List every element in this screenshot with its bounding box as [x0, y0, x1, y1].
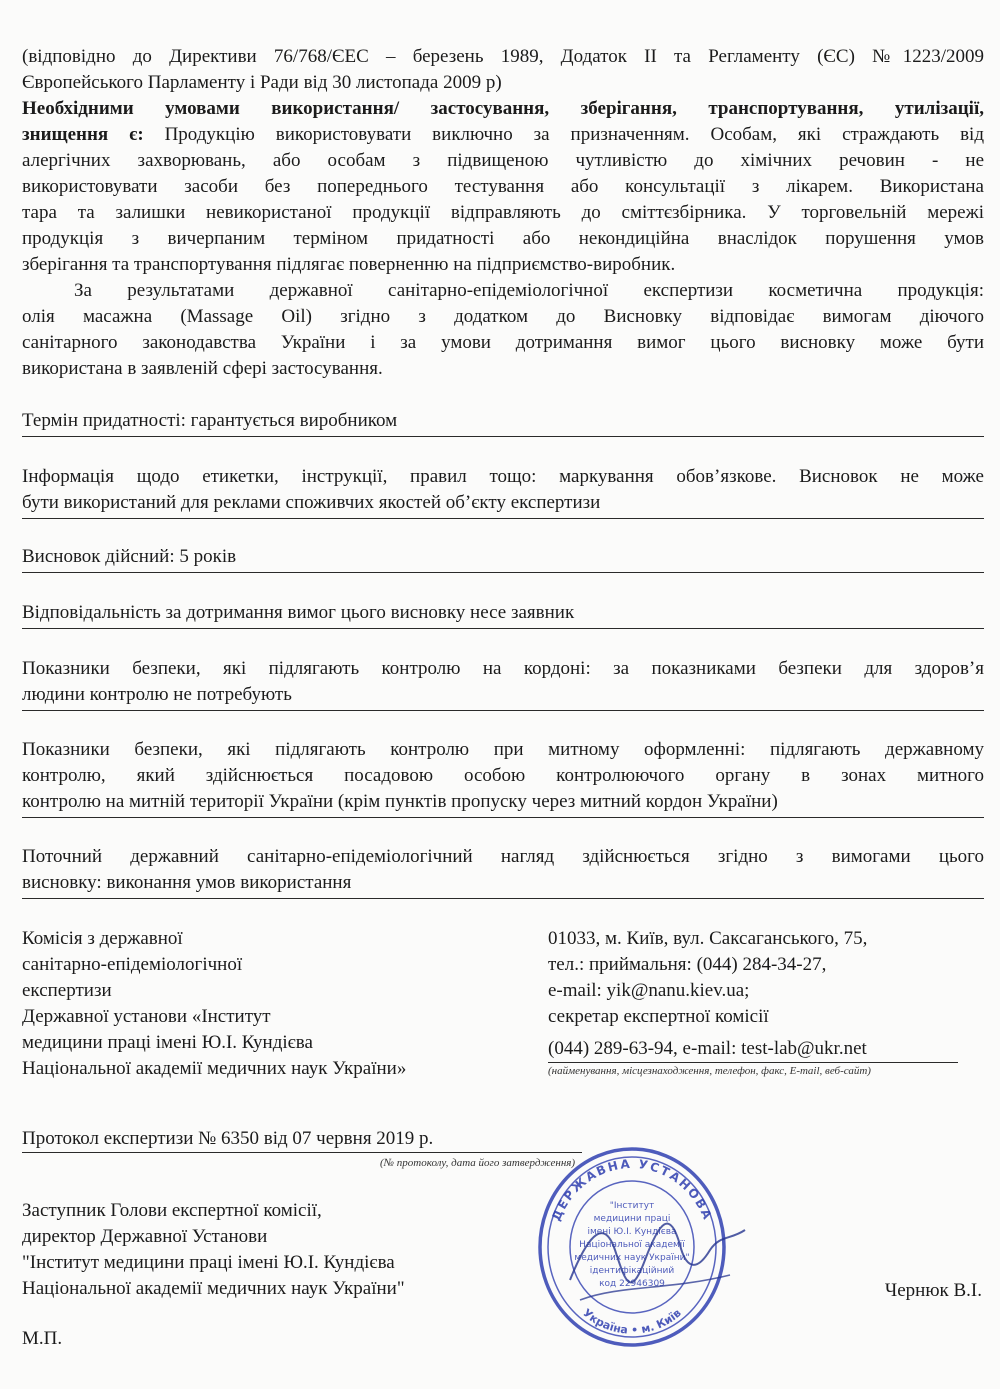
contact-phone: тел.: приймальня: (044) 284-34-27,: [548, 954, 827, 975]
customs-line-1: Показники безпеки, які підлягають контролю при митному оформленні: підлягають державному: [22, 739, 984, 760]
signatory-title: [22, 1198, 542, 1302]
responsibility-text: Відповідальність за дотримання вимог цього висновку несе заявник: [22, 602, 575, 623]
contact-address: 01033, м. Київ, вул. Саксаганського, 75,: [548, 928, 868, 949]
commission-name: [22, 926, 502, 1082]
contact-secretary: секретар експертної комісії: [548, 1006, 769, 1027]
conditions-line-2: [22, 122, 984, 148]
customs-line-2: контролю, який здійснюється посадовою особою контролюючого органу в зонах митного: [22, 765, 984, 786]
seal-ring-text: ДЕРЖАВНА УСТАНОВА: [548, 1156, 716, 1223]
supervision-line-1: Поточний державний санітарно-епідеміологічний нагляд здійснюється згідно з вимогами цього: [22, 846, 984, 867]
customs-line-3: контролю на митній території України (крім пунктів пропуску через митний кордон України): [22, 791, 778, 812]
commission-line: Національної академії медичних наук України»: [22, 1058, 407, 1079]
directive-line-1: (відповідно до Директиви 76/768/ЄЕС – березень 1989, Додаток II та Регламенту (ЄС) №1223/2009: [22, 46, 984, 67]
signatory-line: Заступник Голови експертної комісії,: [22, 1200, 322, 1221]
contact-secretary-details: [548, 1036, 958, 1063]
shelf-life-text: Термін придатності: гарантується виробником: [22, 410, 398, 431]
conditions-line-7: зберігання та транспортування підлягає поверненню на підприємство-виробник.: [22, 254, 676, 275]
protocol-caption: (№ протоколу, дата його затвердження): [380, 1157, 576, 1169]
seal-inner-line: медичних наук України": [574, 1253, 690, 1263]
conditions-line-2-text: Продукцію використовувати виключно за призначенням. Особам, які страждають від: [143, 124, 985, 145]
conditions-line-6: продукція з вичерпаним терміном придатності або некондиційна внаслідок порушення умов: [22, 228, 984, 249]
supervision-field: [22, 844, 984, 899]
protocol-text: Протокол експертизи № 6350 від 07 червня 2019 р.: [22, 1128, 434, 1149]
border-control-field: [22, 656, 984, 711]
contacts-caption: (найменування, місцезнаходження, телефон, факс, E-mail, веб-сайт): [548, 1065, 871, 1077]
supervision-line-2: висновку: виконання умов використання: [22, 872, 352, 893]
signatory-line: Національної академії медичних наук України": [22, 1278, 405, 1299]
conditions-line-5: тара та залишки невикористаної продукції відправляють до сміттєзбірника. У торговельній мережі: [22, 202, 984, 223]
validity-text: Висновок дійсний: 5 років: [22, 546, 237, 567]
seal-inner-line: "Інститут: [609, 1201, 655, 1211]
seal-inner-line: Національної академії: [579, 1240, 685, 1250]
secretary-contact-text: (044) 289-63-94, e-mail: test-lab@ukr.net: [548, 1038, 867, 1059]
responsibility-field: [22, 600, 984, 629]
conditions-heading-end: знищення є:: [22, 124, 144, 145]
commission-line: Комісія з державної: [22, 928, 183, 949]
label-info-field: [22, 464, 984, 519]
signatory-line: директор Державної Установи: [22, 1226, 268, 1247]
signatory-line: "Інститут медицини праці імені Ю.І. Кундієва: [22, 1252, 395, 1273]
conditions-heading: Необхідними умовами використання/ застосування, зберігання, транспортування, утилізації,: [22, 98, 984, 119]
conditions-line-3: алергічних захворювань, або особам з підвищеною чутливістю до хімічних речовин - не: [22, 150, 984, 171]
customs-control-field: [22, 737, 984, 818]
commission-contacts: [548, 926, 988, 1078]
seal-inner-line: імені Ю.І. Кундієва: [587, 1227, 677, 1237]
expertise-line-1: За результатами державної санітарно-епідеміологічної експертизи косметична продукція:: [74, 280, 984, 301]
signature-underline: [580, 1275, 730, 1300]
seal-bottom-text: Україна • м. Київ: [580, 1306, 684, 1337]
commission-line: Державної установи «Інститут: [22, 1006, 271, 1027]
commission-line: санітарно-епідеміологічної: [22, 954, 243, 975]
validity-field: [22, 544, 984, 573]
conditions-line-4: використовувати засоби без попереднього тестування або консультації з лікарем. Використана: [22, 176, 984, 197]
signature-stroke: [570, 1224, 745, 1283]
commission-line: медицини праці імені Ю.І. Кундієва: [22, 1032, 313, 1053]
directive-reference: [22, 44, 984, 96]
seal-inner-line: ідентифікаційний: [589, 1266, 675, 1276]
usage-conditions: [22, 96, 984, 278]
directive-line-2: Європейського Парламенту і Ради від 30 листопада 2009 р): [22, 72, 502, 93]
expertise-result: [22, 278, 984, 382]
protocol-field: [22, 1126, 582, 1153]
commission-line: експертизи: [22, 980, 112, 1001]
expertise-line-4: використана в заявленій сфері застосування.: [22, 358, 383, 379]
seal-inner-line: медицини праці: [593, 1214, 671, 1224]
stamp-place-mark: М.П.: [22, 1328, 63, 1349]
handwritten-signature: [560, 1190, 760, 1320]
expertise-line-3: санітарного законодавства України і за умови дотримання вимог цього висновку може бути: [22, 332, 984, 353]
label-info-line-1: Інформація щодо етикетки, інструкції, правил тощо: маркування обов’язкове. Висновок не може: [22, 466, 984, 487]
signatory-name: Чернюк В.І.: [884, 1280, 982, 1301]
contact-email: e-mail: yik@nanu.kiev.ua;: [548, 980, 750, 1001]
expertise-line-2: олія масажна (Massage Oil) згідно з додатком до Висновку відповідає вимогам діючого: [22, 306, 984, 327]
border-control-line-2: людини контролю не потребують: [22, 684, 292, 705]
shelf-life-field: [22, 408, 984, 437]
border-control-line-1: Показники безпеки, які підлягають контролю на кордоні: за показниками безпеки для здоров’я: [22, 658, 984, 679]
seal-inner-line: код 22946309: [599, 1279, 665, 1289]
label-info-line-2: бути використаний для реклами споживчих якостей об’єкту експертизи: [22, 492, 601, 513]
